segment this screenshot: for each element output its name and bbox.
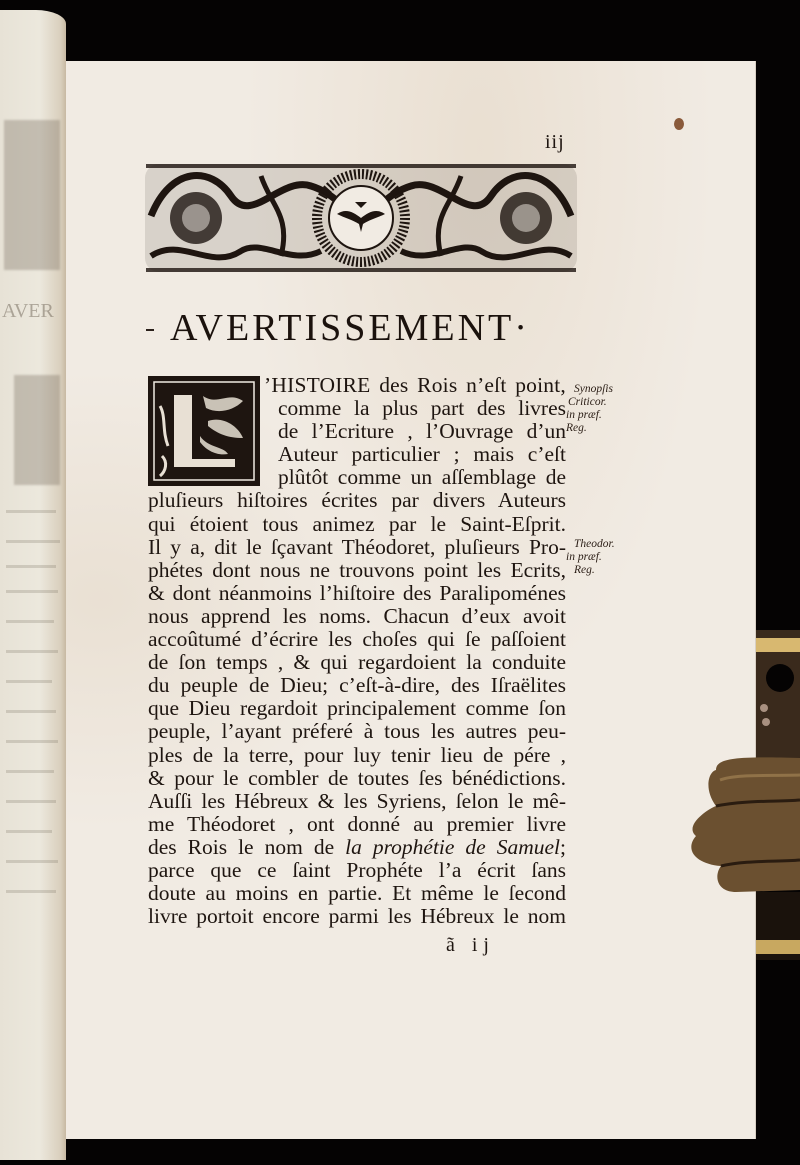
- facing-page-edge: [0, 10, 66, 1160]
- margin-note-line: in præf.: [566, 409, 602, 421]
- show-through-dropcap: [14, 375, 60, 485]
- text-line: accoûtumé d’écrire les choſes qui ſe paſſoient: [148, 627, 566, 652]
- show-through-line: [6, 680, 52, 683]
- show-through-title: AVER: [2, 300, 54, 322]
- text-line: pluſieurs hiſtoires écrites par divers Auteurs: [148, 488, 566, 513]
- text-line: du peuple de Dieu; c’eſt-à-dire, des Iſraëlites: [148, 673, 566, 698]
- text-line: doute au moins en partie. Et même le ſecond: [148, 881, 566, 906]
- margin-note-synopsis: [566, 383, 613, 435]
- show-through-headpiece: [4, 120, 60, 270]
- text-line: comme la plus part des livres: [278, 396, 566, 421]
- text-line: nous apprend les noms. Chacun d’eux avoit: [148, 603, 566, 628]
- margin-note-line: Criticor.: [568, 396, 607, 408]
- page-title-text: AVERTISSEMENT: [170, 307, 515, 349]
- text-line: Il y a, dit le ſçavant Théodoret, pluſieurs Pro-: [148, 534, 566, 559]
- text-line: plûtôt comme un aſſemblage de: [278, 465, 566, 490]
- show-through-line: [6, 740, 58, 743]
- text-segment: ;: [560, 834, 566, 859]
- text-line: & pour le combler de toutes ſes bénédictions.: [148, 765, 566, 790]
- text-line: me Théodoret , ont donné au premier livre: [148, 811, 566, 836]
- margin-note-line: in præf.: [566, 551, 602, 563]
- brass-clasp-icon: [676, 630, 800, 960]
- show-through-line: [6, 590, 58, 593]
- margin-note-line: Theodor.: [574, 538, 615, 550]
- body-text: [148, 374, 566, 928]
- page-title: [170, 306, 530, 350]
- foxing-stain: [674, 118, 684, 130]
- margin-note-line: Reg.: [574, 564, 595, 576]
- ornamental-headpiece-icon: [141, 156, 581, 279]
- text-line: livre portoit encore parmi les Hébreux le nom: [148, 904, 566, 929]
- show-through-line: [6, 510, 56, 513]
- text-line: Auteur particulier ; mais c’eſt: [278, 442, 566, 467]
- title-ornament-dash: [146, 329, 154, 331]
- text-line: parce que ce ſaint Prophéte l’a écrit ſans: [148, 857, 566, 882]
- margin-note-theodoret: [566, 538, 615, 577]
- show-through-line: [6, 800, 56, 803]
- text-line: de ſon temps , & qui regardoient la conduite: [148, 650, 566, 675]
- text-line: ples de la terre, pour luy tenir lieu de pére ,: [148, 742, 566, 767]
- margin-note-line: Synopſis: [574, 383, 613, 395]
- book-page: [66, 61, 756, 1139]
- show-through-line: [6, 620, 54, 623]
- text-segment: des Rois le nom de: [148, 834, 346, 859]
- margin-note-line: Reg.: [566, 422, 587, 434]
- show-through-line: [6, 770, 54, 773]
- title-terminal-dot: ·: [514, 307, 530, 349]
- text-line: ’HISTOIRE des Rois n’eſt point,: [264, 373, 566, 397]
- text-line: Auſſi les Hébreux & les Syriens, ſelon le mê-: [148, 788, 566, 813]
- page-number: iij: [545, 131, 565, 153]
- text-line: qui étoient tous animez par le Saint-Eſprit.: [148, 511, 566, 536]
- show-through-line: [6, 890, 56, 893]
- text-line: que Dieu regardoit principalement comme ſon: [148, 696, 566, 721]
- text-line-with-italic: [148, 836, 566, 859]
- show-through-line: [6, 830, 52, 833]
- text-line: phétes dont nous ne trouvons point les Ecrits,: [148, 557, 566, 582]
- show-through-line: [6, 540, 60, 543]
- text-line: peuple, l’ayant préferé à tous les autres peu-: [148, 719, 566, 744]
- show-through-line: [6, 565, 56, 568]
- text-line: de l’Ecriture , l’Ouvrage d’un: [278, 419, 566, 444]
- show-through-line: [6, 860, 58, 863]
- show-through-line: [6, 650, 58, 653]
- text-line: & dont néanmoins l’hiſtoire des Paralipoménes: [148, 580, 566, 605]
- italic-title-reference: la prophétie de Samuel: [345, 834, 561, 859]
- show-through-line: [6, 710, 56, 713]
- signature-mark: ã ij: [446, 934, 495, 956]
